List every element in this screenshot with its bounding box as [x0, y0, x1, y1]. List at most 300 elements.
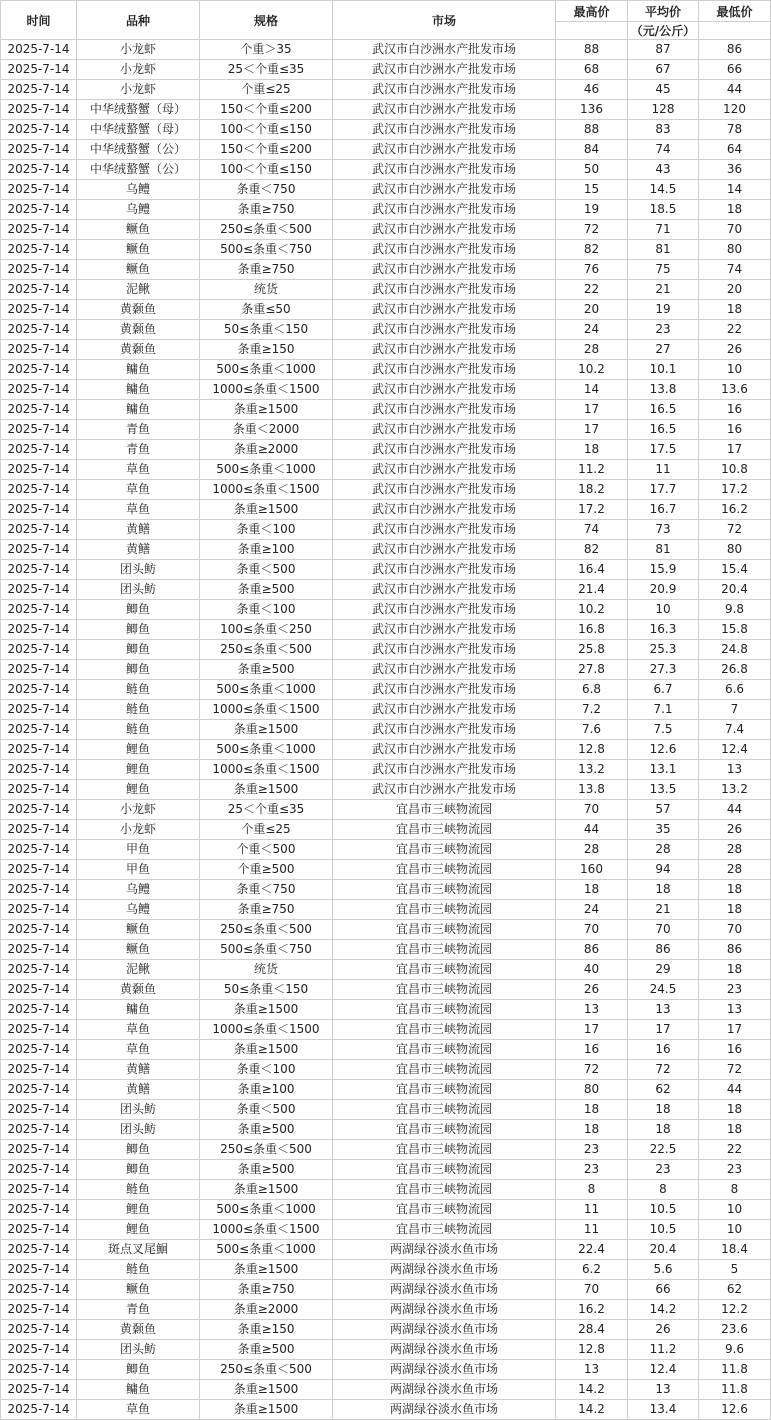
cell-spec: 25＜个重≤35: [200, 60, 333, 80]
cell-market: 武汉市白沙洲水产批发市场: [333, 500, 556, 520]
cell-avg-price: 35: [628, 820, 699, 840]
cell-max-price: 23: [556, 1160, 628, 1180]
cell-market: 武汉市白沙洲水产批发市场: [333, 380, 556, 400]
header-spec: 规格: [200, 1, 333, 40]
cell-spec: 250≤条重＜500: [200, 1360, 333, 1380]
cell-avg-price: 74: [628, 140, 699, 160]
cell-time: 2025-7-14: [1, 120, 77, 140]
cell-variety: 黄鳝: [77, 1080, 200, 1100]
cell-max-price: 22: [556, 280, 628, 300]
cell-avg-price: 18: [628, 1100, 699, 1120]
table-row: [1, 800, 771, 820]
table-row: [1, 240, 771, 260]
cell-max-price: 7.2: [556, 700, 628, 720]
cell-variety: 黄鳝: [77, 1060, 200, 1080]
cell-market: 武汉市白沙洲水产批发市场: [333, 320, 556, 340]
cell-min-price: 16: [699, 420, 771, 440]
table-row: [1, 1160, 771, 1180]
cell-variety: 鲢鱼: [77, 720, 200, 740]
table-row: [1, 180, 771, 200]
table-row: [1, 1260, 771, 1280]
cell-time: 2025-7-14: [1, 1040, 77, 1060]
cell-market: 宜昌市三峡物流园: [333, 1120, 556, 1140]
cell-spec: 条重≥750: [200, 1280, 333, 1300]
cell-spec: 统货: [200, 960, 333, 980]
cell-min-price: 14: [699, 180, 771, 200]
cell-min-price: 22: [699, 1140, 771, 1160]
cell-avg-price: 20.9: [628, 580, 699, 600]
cell-min-price: 6.6: [699, 680, 771, 700]
cell-time: 2025-7-14: [1, 1020, 77, 1040]
cell-max-price: 12.8: [556, 740, 628, 760]
cell-variety: 草鱼: [77, 480, 200, 500]
cell-spec: 条重＜100: [200, 1060, 333, 1080]
cell-spec: 100＜个重≤150: [200, 160, 333, 180]
cell-avg-price: 21: [628, 280, 699, 300]
cell-max-price: 23: [556, 1140, 628, 1160]
cell-spec: 500≤条重＜1000: [200, 740, 333, 760]
table-row: [1, 980, 771, 1000]
cell-market: 宜昌市三峡物流园: [333, 1180, 556, 1200]
cell-spec: 条重≥750: [200, 200, 333, 220]
table-row: [1, 460, 771, 480]
cell-time: 2025-7-14: [1, 480, 77, 500]
cell-min-price: 18: [699, 200, 771, 220]
cell-avg-price: 23: [628, 320, 699, 340]
table-row: [1, 680, 771, 700]
cell-min-price: 64: [699, 140, 771, 160]
cell-avg-price: 83: [628, 120, 699, 140]
cell-spec: 条重≥1500: [200, 1000, 333, 1020]
cell-min-price: 10: [699, 1200, 771, 1220]
cell-variety: 草鱼: [77, 500, 200, 520]
cell-variety: 小龙虾: [77, 820, 200, 840]
cell-max-price: 14: [556, 380, 628, 400]
table-row: [1, 160, 771, 180]
header-market: 市场: [333, 1, 556, 40]
cell-min-price: 10.8: [699, 460, 771, 480]
cell-min-price: 9.8: [699, 600, 771, 620]
cell-market: 宜昌市三峡物流园: [333, 920, 556, 940]
table-row: [1, 1140, 771, 1160]
cell-variety: 黄颡鱼: [77, 340, 200, 360]
cell-market: 武汉市白沙洲水产批发市场: [333, 40, 556, 60]
cell-max-price: 6.8: [556, 680, 628, 700]
cell-avg-price: 66: [628, 1280, 699, 1300]
cell-avg-price: 75: [628, 260, 699, 280]
cell-spec: 250≤条重＜500: [200, 640, 333, 660]
cell-max-price: 72: [556, 1060, 628, 1080]
cell-variety: 鲤鱼: [77, 1200, 200, 1220]
cell-spec: 条重＜100: [200, 600, 333, 620]
cell-time: 2025-7-14: [1, 680, 77, 700]
cell-market: 宜昌市三峡物流园: [333, 800, 556, 820]
cell-market: 武汉市白沙洲水产批发市场: [333, 280, 556, 300]
cell-spec: 500≤条重＜1000: [200, 680, 333, 700]
cell-min-price: 5: [699, 1260, 771, 1280]
table-row: [1, 540, 771, 560]
cell-max-price: 136: [556, 100, 628, 120]
cell-min-price: 18: [699, 1100, 771, 1120]
cell-min-price: 28: [699, 860, 771, 880]
cell-max-price: 82: [556, 240, 628, 260]
cell-min-price: 18.4: [699, 1240, 771, 1260]
cell-variety: 乌鳢: [77, 180, 200, 200]
cell-market: 武汉市白沙洲水产批发市场: [333, 580, 556, 600]
cell-avg-price: 10.5: [628, 1200, 699, 1220]
cell-max-price: 86: [556, 940, 628, 960]
cell-max-price: 11.2: [556, 460, 628, 480]
cell-variety: 小龙虾: [77, 60, 200, 80]
cell-avg-price: 17: [628, 1020, 699, 1040]
cell-time: 2025-7-14: [1, 720, 77, 740]
cell-variety: 鳜鱼: [77, 220, 200, 240]
cell-market: 两湖绿谷淡水鱼市场: [333, 1380, 556, 1400]
cell-avg-price: 71: [628, 220, 699, 240]
cell-max-price: 12.8: [556, 1340, 628, 1360]
cell-variety: 草鱼: [77, 460, 200, 480]
cell-variety: 草鱼: [77, 1400, 200, 1420]
cell-market: 两湖绿谷淡水鱼市场: [333, 1280, 556, 1300]
cell-market: 武汉市白沙洲水产批发市场: [333, 480, 556, 500]
cell-market: 宜昌市三峡物流园: [333, 960, 556, 980]
cell-market: 武汉市白沙洲水产批发市场: [333, 180, 556, 200]
header-min-price: 最低价: [699, 1, 771, 22]
cell-variety: 团头鲂: [77, 1120, 200, 1140]
cell-max-price: 10.2: [556, 600, 628, 620]
cell-variety: 鳙鱼: [77, 400, 200, 420]
cell-time: 2025-7-14: [1, 920, 77, 940]
cell-spec: 个重＞35: [200, 40, 333, 60]
cell-max-price: 16: [556, 1040, 628, 1060]
cell-max-price: 82: [556, 540, 628, 560]
cell-time: 2025-7-14: [1, 420, 77, 440]
cell-avg-price: 16: [628, 1040, 699, 1060]
cell-market: 宜昌市三峡物流园: [333, 1140, 556, 1160]
cell-variety: 甲鱼: [77, 860, 200, 880]
cell-variety: 草鱼: [77, 1040, 200, 1060]
cell-min-price: 9.6: [699, 1340, 771, 1360]
cell-variety: 鲤鱼: [77, 780, 200, 800]
cell-avg-price: 11.2: [628, 1340, 699, 1360]
cell-spec: 条重≥1500: [200, 1040, 333, 1060]
cell-time: 2025-7-14: [1, 200, 77, 220]
cell-max-price: 24: [556, 900, 628, 920]
cell-spec: 条重＜100: [200, 520, 333, 540]
cell-min-price: 20: [699, 280, 771, 300]
table-row: [1, 880, 771, 900]
cell-spec: 条重≥750: [200, 900, 333, 920]
cell-avg-price: 17.7: [628, 480, 699, 500]
table-row: [1, 520, 771, 540]
header-max-price: 最高价: [556, 1, 628, 22]
cell-spec: 500≤条重＜1000: [200, 1240, 333, 1260]
cell-market: 武汉市白沙洲水产批发市场: [333, 420, 556, 440]
cell-avg-price: 6.7: [628, 680, 699, 700]
cell-max-price: 16.2: [556, 1300, 628, 1320]
cell-time: 2025-7-14: [1, 380, 77, 400]
cell-spec: 条重＜750: [200, 880, 333, 900]
cell-time: 2025-7-14: [1, 160, 77, 180]
cell-variety: 黄鳝: [77, 520, 200, 540]
cell-spec: 500≤条重＜1000: [200, 360, 333, 380]
table-row: [1, 700, 771, 720]
table-row: [1, 300, 771, 320]
cell-avg-price: 13: [628, 1380, 699, 1400]
cell-max-price: 14.2: [556, 1380, 628, 1400]
cell-variety: 青鱼: [77, 1300, 200, 1320]
cell-variety: 鳜鱼: [77, 940, 200, 960]
cell-market: 武汉市白沙洲水产批发市场: [333, 620, 556, 640]
cell-min-price: 80: [699, 240, 771, 260]
cell-time: 2025-7-14: [1, 40, 77, 60]
cell-time: 2025-7-14: [1, 1080, 77, 1100]
cell-min-price: 10: [699, 1220, 771, 1240]
cell-min-price: 18: [699, 1120, 771, 1140]
cell-variety: 鳜鱼: [77, 1280, 200, 1300]
cell-spec: 条重＜750: [200, 180, 333, 200]
table-row: [1, 40, 771, 60]
cell-spec: 条重≥100: [200, 540, 333, 560]
cell-market: 武汉市白沙洲水产批发市场: [333, 600, 556, 620]
cell-avg-price: 19: [628, 300, 699, 320]
cell-avg-price: 73: [628, 520, 699, 540]
cell-variety: 黄颡鱼: [77, 980, 200, 1000]
cell-avg-price: 14.5: [628, 180, 699, 200]
cell-market: 两湖绿谷淡水鱼市场: [333, 1320, 556, 1340]
cell-avg-price: 10.1: [628, 360, 699, 380]
header-max-price-spacer: [556, 22, 628, 40]
cell-time: 2025-7-14: [1, 820, 77, 840]
cell-time: 2025-7-14: [1, 660, 77, 680]
table-row: [1, 720, 771, 740]
cell-time: 2025-7-14: [1, 1300, 77, 1320]
cell-time: 2025-7-14: [1, 1120, 77, 1140]
cell-market: 两湖绿谷淡水鱼市场: [333, 1360, 556, 1380]
cell-max-price: 22.4: [556, 1240, 628, 1260]
cell-avg-price: 13.1: [628, 760, 699, 780]
table-row: [1, 100, 771, 120]
cell-variety: 团头鲂: [77, 1100, 200, 1120]
cell-market: 武汉市白沙洲水产批发市场: [333, 700, 556, 720]
cell-min-price: 17.2: [699, 480, 771, 500]
table-row: [1, 1100, 771, 1120]
cell-avg-price: 16.3: [628, 620, 699, 640]
table-row: [1, 340, 771, 360]
cell-time: 2025-7-14: [1, 580, 77, 600]
cell-max-price: 88: [556, 40, 628, 60]
cell-market: 武汉市白沙洲水产批发市场: [333, 160, 556, 180]
table-row: [1, 860, 771, 880]
cell-max-price: 7.6: [556, 720, 628, 740]
cell-market: 武汉市白沙洲水产批发市场: [333, 680, 556, 700]
cell-time: 2025-7-14: [1, 240, 77, 260]
cell-time: 2025-7-14: [1, 1000, 77, 1020]
cell-market: 宜昌市三峡物流园: [333, 980, 556, 1000]
cell-spec: 100≤条重＜250: [200, 620, 333, 640]
cell-market: 宜昌市三峡物流园: [333, 1200, 556, 1220]
cell-time: 2025-7-14: [1, 600, 77, 620]
table-row: [1, 1360, 771, 1380]
table-row: [1, 640, 771, 660]
cell-max-price: 17.2: [556, 500, 628, 520]
cell-time: 2025-7-14: [1, 1100, 77, 1120]
cell-max-price: 19: [556, 200, 628, 220]
cell-spec: 25＜个重≤35: [200, 800, 333, 820]
cell-max-price: 13: [556, 1360, 628, 1380]
cell-spec: 1000≤条重＜1500: [200, 1020, 333, 1040]
cell-market: 武汉市白沙洲水产批发市场: [333, 100, 556, 120]
cell-spec: 条重≥500: [200, 1120, 333, 1140]
cell-max-price: 74: [556, 520, 628, 540]
cell-variety: 小龙虾: [77, 800, 200, 820]
table-row: [1, 900, 771, 920]
cell-max-price: 70: [556, 920, 628, 940]
cell-time: 2025-7-14: [1, 1200, 77, 1220]
cell-market: 武汉市白沙洲水产批发市场: [333, 120, 556, 140]
cell-spec: 50≤条重＜150: [200, 980, 333, 1000]
cell-spec: 条重≥1500: [200, 780, 333, 800]
cell-time: 2025-7-14: [1, 620, 77, 640]
cell-min-price: 18: [699, 300, 771, 320]
cell-market: 武汉市白沙洲水产批发市场: [333, 60, 556, 80]
cell-max-price: 17: [556, 1020, 628, 1040]
table-row: [1, 220, 771, 240]
cell-variety: 黄颡鱼: [77, 320, 200, 340]
cell-spec: 150＜个重≤200: [200, 140, 333, 160]
cell-time: 2025-7-14: [1, 280, 77, 300]
cell-max-price: 6.2: [556, 1260, 628, 1280]
cell-max-price: 18.2: [556, 480, 628, 500]
cell-min-price: 7: [699, 700, 771, 720]
table-row: [1, 760, 771, 780]
table-row: [1, 580, 771, 600]
cell-min-price: 74: [699, 260, 771, 280]
cell-market: 武汉市白沙洲水产批发市场: [333, 560, 556, 580]
cell-spec: 统货: [200, 280, 333, 300]
cell-max-price: 160: [556, 860, 628, 880]
cell-time: 2025-7-14: [1, 1340, 77, 1360]
table-row: [1, 1040, 771, 1060]
cell-avg-price: 86: [628, 940, 699, 960]
cell-max-price: 28: [556, 340, 628, 360]
cell-time: 2025-7-14: [1, 1240, 77, 1260]
cell-time: 2025-7-14: [1, 80, 77, 100]
table-row: [1, 320, 771, 340]
cell-avg-price: 10: [628, 600, 699, 620]
cell-avg-price: 27: [628, 340, 699, 360]
cell-min-price: 13.2: [699, 780, 771, 800]
table-row: [1, 1000, 771, 1020]
table-row: [1, 940, 771, 960]
cell-avg-price: 28: [628, 840, 699, 860]
cell-spec: 条重≥2000: [200, 1300, 333, 1320]
cell-min-price: 44: [699, 80, 771, 100]
cell-min-price: 17: [699, 1020, 771, 1040]
cell-avg-price: 23: [628, 1160, 699, 1180]
cell-spec: 条重≥1500: [200, 1400, 333, 1420]
cell-spec: 条重≥1500: [200, 400, 333, 420]
table-row: [1, 140, 771, 160]
cell-time: 2025-7-14: [1, 1140, 77, 1160]
table-row: [1, 200, 771, 220]
cell-min-price: 13.6: [699, 380, 771, 400]
cell-max-price: 68: [556, 60, 628, 80]
cell-avg-price: 24.5: [628, 980, 699, 1000]
cell-min-price: 18: [699, 960, 771, 980]
cell-avg-price: 45: [628, 80, 699, 100]
cell-max-price: 20: [556, 300, 628, 320]
cell-avg-price: 15.9: [628, 560, 699, 580]
cell-market: 武汉市白沙洲水产批发市场: [333, 640, 556, 660]
cell-market: 武汉市白沙洲水产批发市场: [333, 460, 556, 480]
cell-variety: 甲鱼: [77, 840, 200, 860]
cell-spec: 条重≥2000: [200, 440, 333, 460]
cell-spec: 条重＜500: [200, 1100, 333, 1120]
cell-avg-price: 43: [628, 160, 699, 180]
cell-variety: 鲫鱼: [77, 600, 200, 620]
cell-market: 宜昌市三峡物流园: [333, 1220, 556, 1240]
cell-max-price: 46: [556, 80, 628, 100]
cell-variety: 鳙鱼: [77, 360, 200, 380]
cell-variety: 黄颡鱼: [77, 300, 200, 320]
cell-avg-price: 72: [628, 1060, 699, 1080]
cell-max-price: 11: [556, 1200, 628, 1220]
cell-max-price: 80: [556, 1080, 628, 1100]
cell-market: 武汉市白沙洲水产批发市场: [333, 360, 556, 380]
cell-max-price: 50: [556, 160, 628, 180]
header-avg-price: 平均价: [628, 1, 699, 22]
cell-avg-price: 81: [628, 240, 699, 260]
cell-market: 两湖绿谷淡水鱼市场: [333, 1260, 556, 1280]
cell-market: 武汉市白沙洲水产批发市场: [333, 440, 556, 460]
header-unit: （元/公斤）: [628, 22, 699, 40]
table-row: [1, 840, 771, 860]
cell-min-price: 11.8: [699, 1380, 771, 1400]
cell-spec: 条重≥1500: [200, 500, 333, 520]
cell-spec: 个重＜500: [200, 840, 333, 860]
cell-time: 2025-7-14: [1, 1380, 77, 1400]
cell-max-price: 44: [556, 820, 628, 840]
table-row: [1, 400, 771, 420]
cell-max-price: 21.4: [556, 580, 628, 600]
cell-market: 武汉市白沙洲水产批发市场: [333, 220, 556, 240]
header-variety: 品种: [77, 1, 200, 40]
cell-min-price: 86: [699, 40, 771, 60]
cell-spec: 1000≤条重＜1500: [200, 760, 333, 780]
cell-variety: 鲫鱼: [77, 640, 200, 660]
cell-variety: 鲫鱼: [77, 1160, 200, 1180]
cell-min-price: 28: [699, 840, 771, 860]
table-row: [1, 380, 771, 400]
cell-min-price: 26: [699, 820, 771, 840]
cell-market: 武汉市白沙洲水产批发市场: [333, 200, 556, 220]
cell-market: 武汉市白沙洲水产批发市场: [333, 780, 556, 800]
cell-min-price: 15.8: [699, 620, 771, 640]
table-row: [1, 620, 771, 640]
cell-market: 武汉市白沙洲水产批发市场: [333, 720, 556, 740]
cell-market: 两湖绿谷淡水鱼市场: [333, 1340, 556, 1360]
cell-time: 2025-7-14: [1, 1060, 77, 1080]
cell-min-price: 80: [699, 540, 771, 560]
cell-market: 两湖绿谷淡水鱼市场: [333, 1300, 556, 1320]
cell-spec: 个重≥500: [200, 860, 333, 880]
cell-spec: 个重≤25: [200, 820, 333, 840]
cell-variety: 鳙鱼: [77, 1380, 200, 1400]
cell-time: 2025-7-14: [1, 880, 77, 900]
cell-min-price: 70: [699, 920, 771, 940]
cell-time: 2025-7-14: [1, 640, 77, 660]
